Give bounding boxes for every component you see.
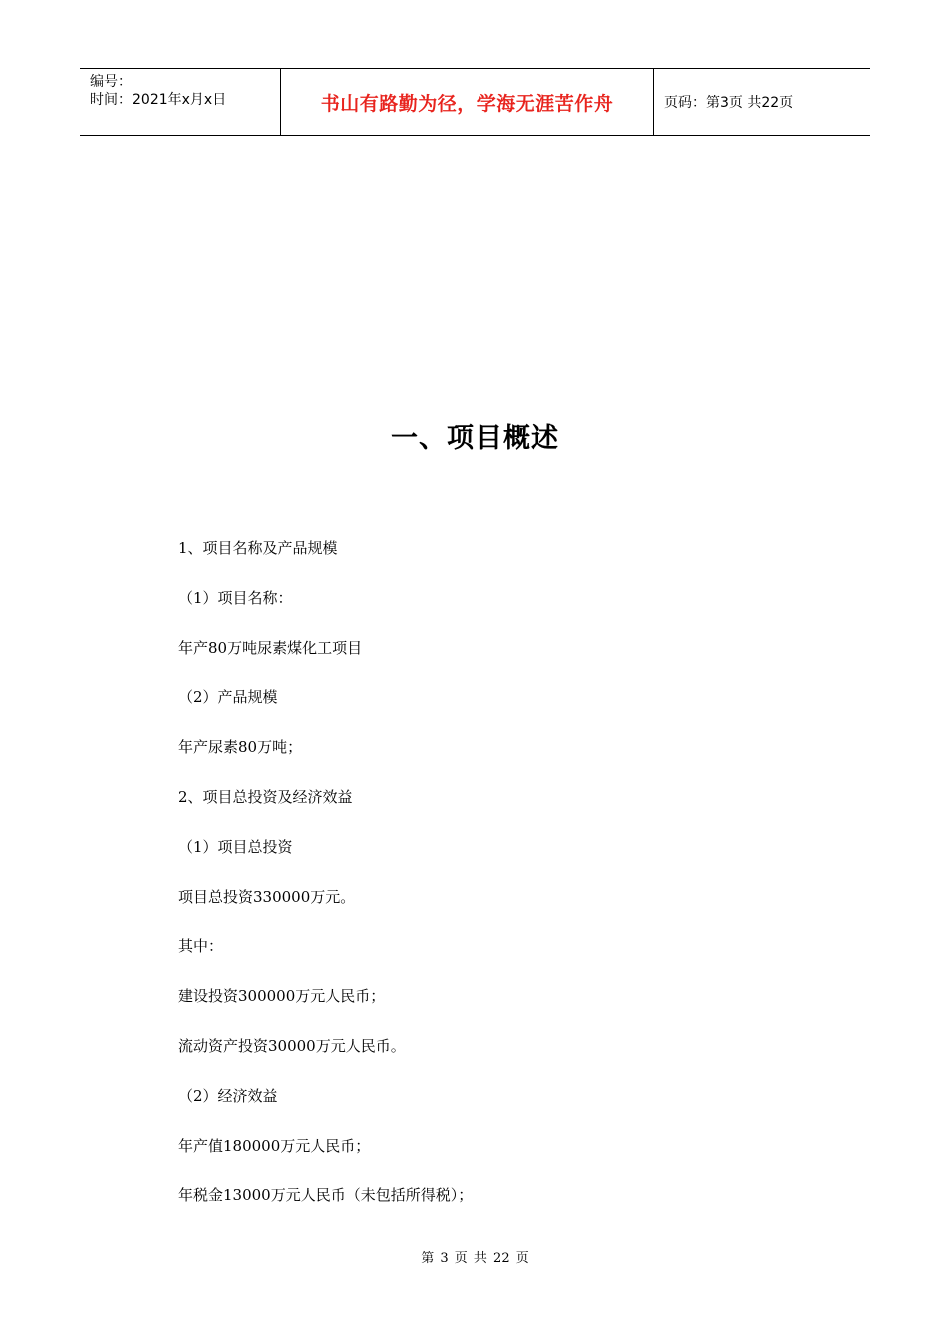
body-line: 项目总投资330000万元。	[178, 887, 356, 906]
footer-page-number: 第 3 页 共 22 页	[421, 1251, 529, 1266]
body-line: 年产尿素80万吨；	[178, 738, 303, 757]
body-line: 2、项目总投资及经济效益	[178, 787, 353, 806]
body-line: 建设投资300000万元人民币；	[178, 987, 386, 1006]
page-header	[80, 68, 870, 136]
header-meta	[80, 69, 281, 135]
header-motto: 书山有路勤为径，学海无涯苦作舟	[281, 69, 654, 135]
body-line: （2）经济效益	[178, 1086, 278, 1105]
section-title: 一、项目概述	[391, 423, 559, 454]
header-page-info: 页码：第3页 共22页	[664, 95, 794, 111]
body-line: 年产值180000万元人民币；	[178, 1136, 371, 1155]
body-line: （1）项目总投资	[178, 837, 293, 856]
body-line: 年产80万吨尿素煤化工项目	[178, 638, 363, 657]
document-body	[178, 538, 473, 1235]
body-line: （2）产品规模	[178, 688, 278, 707]
body-line: （1）项目名称：	[178, 588, 293, 607]
document-time-label: 时间：2021年x月x日	[90, 92, 227, 108]
body-line: 1、项目名称及产品规模	[178, 539, 338, 557]
body-line: 流动资产投资30000万元人民币。	[178, 1036, 406, 1055]
body-line: 其中：	[178, 937, 224, 956]
body-line: 年税金13000万元人民币（未包括所得税）；	[178, 1186, 474, 1205]
document-number-label: 编号：	[90, 74, 132, 90]
